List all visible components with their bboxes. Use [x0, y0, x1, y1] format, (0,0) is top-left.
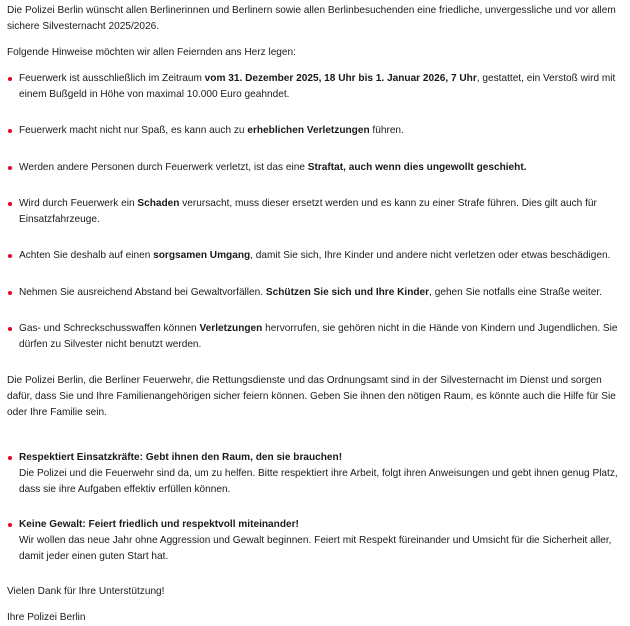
appeal-text: Wir wollen das neue Jahr ohne Aggression und Gewalt beginnen. Feiert mit Respekt füreinander und Umsicht für die Sicherheit aller, damit jeder einen guten Start hat. [19, 535, 612, 562]
bullet-dot-icon [8, 254, 12, 258]
emergency-services-paragraph: Die Polizei Berlin, die Berliner Feuerwehr, die Rettungsdienste und das Ordnungsamt sind in der Silvesternacht im Dienst und sorgen dafür, dass Sie und Ihre Familienangehörigen sicher feiern können. Geben Sie ihnen den nötigen Raum, es könnte auch die Hilfe für Sie oder Ihre Familie sein. [7, 375, 616, 418]
bullet-dot-icon [8, 523, 12, 527]
appeal-item [7, 517, 630, 565]
appeal-title: Keine Gewalt: Feiert friedlich und respektvoll miteinander! [19, 519, 299, 530]
signature: Ihre Polizei Berlin [7, 612, 86, 623]
bullet-dot-icon [8, 166, 12, 170]
bullet-dot-icon [8, 327, 12, 331]
tip-item: Gas- und Schreckschusswaffen können Verletzungen hervorrufen, sie gehören nicht in die Hände von Kindern und Jugendlichen. Sie dürfen zu Silvester nicht benutzt werden. [7, 321, 624, 353]
intro-lead: Folgende Hinweise möchten wir allen Feiernden ans Herz legen: [7, 47, 296, 58]
tip-item: Nehmen Sie ausreichend Abstand bei Gewaltvorfällen. Schützen Sie sich und Ihre Kinder, gehen Sie notfalls eine Straße weiter. [7, 285, 624, 301]
tip-item: Feuerwerk macht nicht nur Spaß, es kann auch zu erheblichen Verletzungen führen. [7, 123, 624, 139]
tip-item: Feuerwerk ist ausschließlich im Zeitraum vom 31. Dezember 2025, 18 Uhr bis 1. Januar 2026, 7 Uhr, gestattet, ein Verstoß wird mit einem Bußgeld in Höhe von maximal 10.000 Euro geahndet. [7, 71, 624, 103]
thanks-line: Vielen Dank für Ihre Unterstützung! [7, 586, 165, 597]
tip-item: Werden andere Personen durch Feuerwerk verletzt, ist das eine Straftat, auch wenn dies ungewollt geschieht. [7, 160, 624, 176]
bullet-dot-icon [8, 129, 12, 133]
tip-item: Wird durch Feuerwerk ein Schaden verursacht, muss dieser ersetzt werden und es kann zu einer Strafe führen. Dies gilt auch für Einsatzfahrzeuge. [7, 196, 624, 228]
appeal-item [7, 450, 630, 498]
intro-paragraph: Die Polizei Berlin wünscht allen Berlinerinnen und Berlinern sowie allen Berlinbesuchenden eine friedliche, unvergessliche und vor allem sichere Silvesternacht 2025/2026. [7, 5, 616, 32]
bullet-dot-icon [8, 202, 12, 206]
tip-item: Achten Sie deshalb auf einen sorgsamen Umgang, damit Sie sich, Ihre Kinder und andere nicht verletzen oder etwas beschädigen. [7, 248, 624, 264]
bullet-dot-icon [8, 456, 12, 460]
appeal-text: Die Polizei und die Feuerwehr sind da, um zu helfen. Bitte respektiert ihre Arbeit, folgt ihren Anweisungen und gebt ihnen genug Platz, dass sie ihre Aufgaben effektiv erfüllen können. [19, 468, 618, 495]
bullet-dot-icon [8, 77, 12, 81]
bullet-dot-icon [8, 291, 12, 295]
appeal-title: Respektiert Einsatzkräfte: Gebt ihnen den Raum, den sie brauchen! [19, 452, 343, 463]
